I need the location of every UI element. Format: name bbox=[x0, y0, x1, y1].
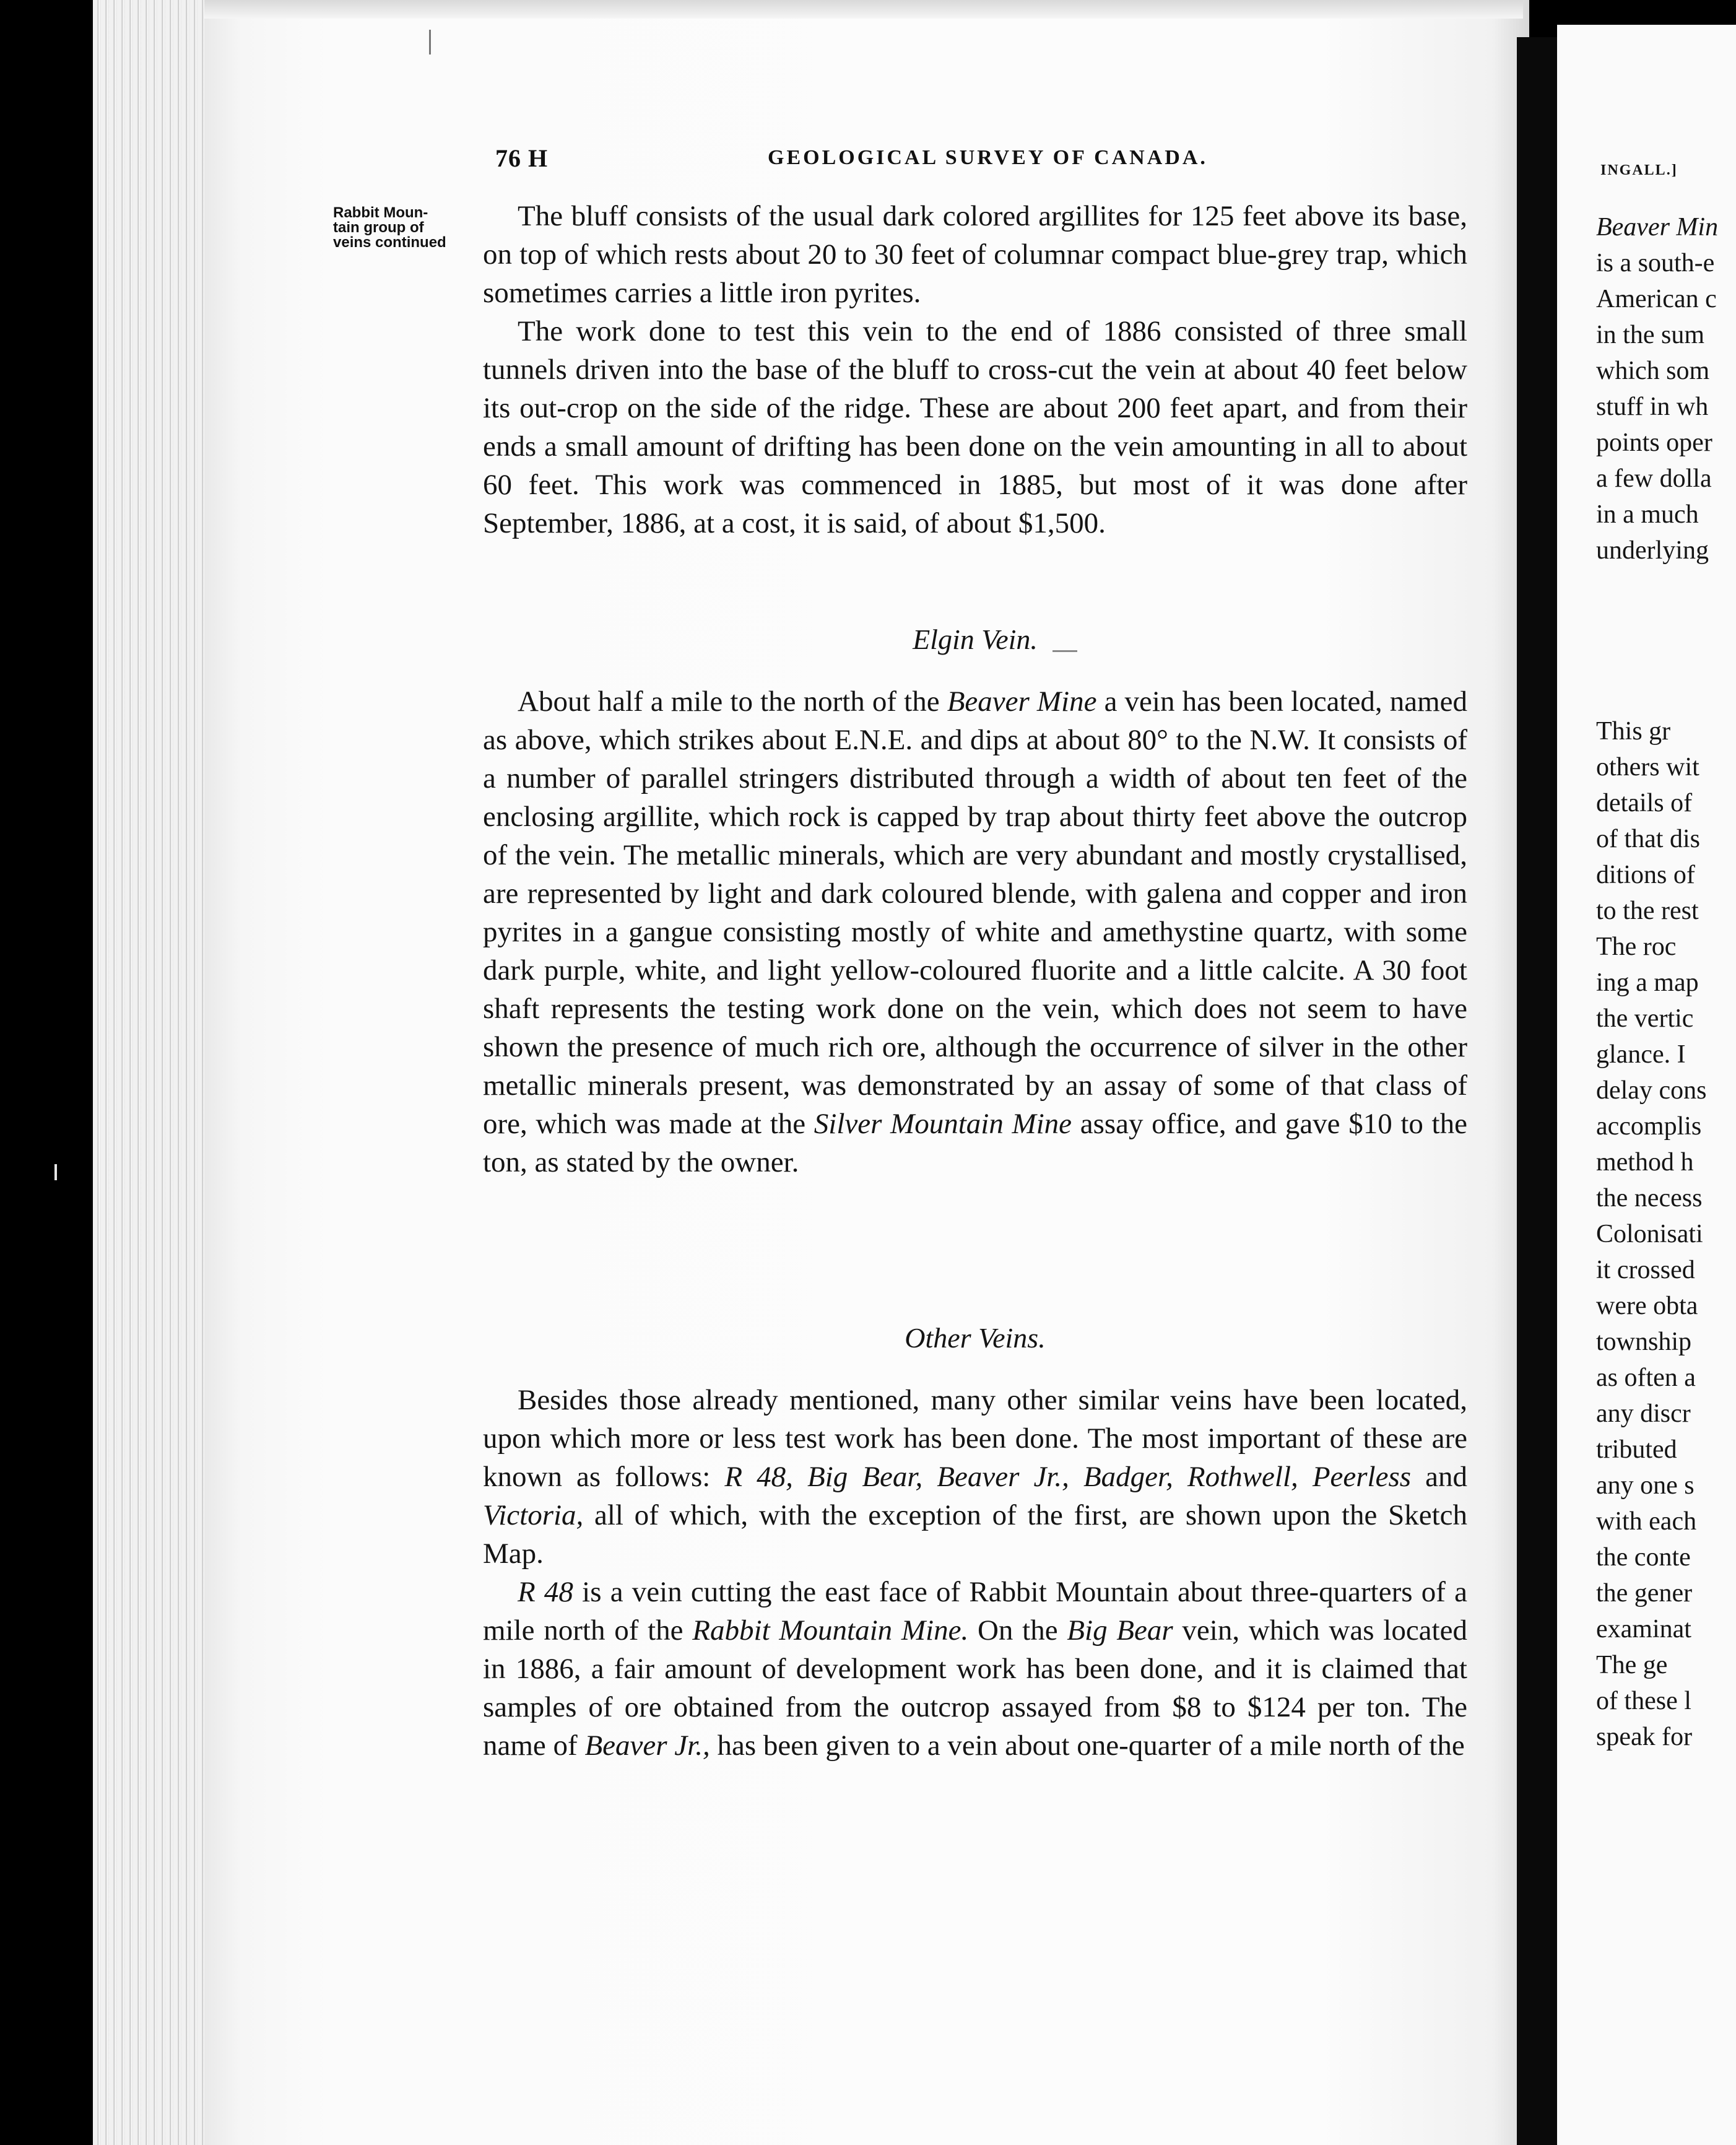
vein-name: Big Bear bbox=[1067, 1614, 1173, 1647]
text-line: the vertic bbox=[1596, 1004, 1694, 1033]
vein-names: Victoria, bbox=[483, 1499, 584, 1531]
text-line: tributed bbox=[1596, 1435, 1677, 1464]
text-run: has been given to a vein about one-quarter of a mile north of the bbox=[710, 1729, 1465, 1762]
text-run: On the bbox=[968, 1614, 1067, 1647]
text-line: township bbox=[1596, 1328, 1692, 1356]
text-line: glance. I bbox=[1596, 1040, 1686, 1069]
text-line: delay cons bbox=[1596, 1076, 1707, 1105]
scan-mark bbox=[54, 1164, 57, 1180]
vein-name: Beaver Jr., bbox=[584, 1729, 710, 1762]
running-head: GEOLOGICAL SURVEY OF CANADA. bbox=[768, 146, 1208, 169]
right-page-text-bottom bbox=[1596, 713, 1736, 1755]
text-line: The roc bbox=[1596, 933, 1677, 961]
margin-note-line: veins continued bbox=[333, 234, 446, 251]
mine-name: Silver Mountain Mine bbox=[814, 1108, 1072, 1140]
text-line: any one s bbox=[1596, 1471, 1695, 1500]
text-line: the conte bbox=[1596, 1543, 1691, 1572]
margin-note bbox=[333, 206, 495, 250]
text-run: About half a mile to the north of the bbox=[518, 685, 947, 718]
right-page-text-top bbox=[1596, 209, 1736, 568]
text-line: This gr bbox=[1596, 717, 1671, 746]
mine-name: Rabbit Mountain Mine. bbox=[692, 1614, 969, 1647]
vein-name: R 48 bbox=[518, 1576, 573, 1608]
text-line: Beaver Min bbox=[1596, 213, 1719, 241]
text-run: Besides those already mentioned, many other similar veins have been located, upon which more or less test work has been done. The most important of these are known as follows: bbox=[483, 1384, 1467, 1493]
text-line: any discr bbox=[1596, 1399, 1691, 1428]
text-line: ditions of bbox=[1596, 861, 1695, 889]
text-block-elgin bbox=[483, 682, 1467, 1181]
margin-note-line: Rabbit Moun- bbox=[333, 204, 428, 221]
text-line: accomplis bbox=[1596, 1112, 1702, 1141]
scan-mark bbox=[1052, 650, 1077, 652]
section-heading-elgin-vein: Elgin Vein. bbox=[913, 624, 1038, 655]
text-line: others wit bbox=[1596, 753, 1699, 781]
text-line: method h bbox=[1596, 1148, 1694, 1177]
scan-mark bbox=[429, 30, 431, 54]
text-line: a few dolla bbox=[1596, 464, 1712, 493]
text-line: in a much bbox=[1596, 500, 1699, 529]
text-block-bluff bbox=[483, 197, 1467, 542]
paragraph bbox=[483, 1381, 1467, 1573]
paragraph: The work done to test this vein to the end of 1886 consisted of three small tunnels driven into the base of the bluff to cross-cut the vein at about 40 feet below its out-crop on the side of the ridge. These are about 200 feet apart, and from their ends a small amount of drifting has been done on the vein amounting in all to about 60 feet. This work was commenced in 1885, but most of it was done after September, 1886, at a cost, it is said, of about $1,500. bbox=[483, 315, 1467, 539]
text-line: were obta bbox=[1596, 1292, 1698, 1320]
text-run: is a vein cutting the east face of Rabbit Mountain about three-quarters of a mile north of the bbox=[483, 1576, 1467, 1647]
text-line: the gener bbox=[1596, 1579, 1693, 1608]
vein-names: R 48, Big Bear, Beaver Jr., Badger, Rothwell, Peerless bbox=[724, 1461, 1412, 1493]
page-header bbox=[495, 144, 1337, 175]
margin-note-line: tain group of bbox=[333, 219, 424, 236]
text-run: a vein has been located, named as above, which strikes about E.N.E. and dips at about 80° to the N.W. It consists of a number of parallel stringers distributed through a width of about ten feet of the enclosing argillite, which rock is capped by trap about thirty feet above the outcrop of the vein. The metallic minerals, which are very abundant and mostly crystallised, are represented by light and dark coloured blende, with galena and copper and iron pyrites in a gangue consisting mostly of white and amethystine quartz, with some dark purple, white, and light yellow-coloured fluorite and a little calcite. A 30 foot shaft represents the testing work done on the vein, which does not seem to have shown the presence of much rich ore, although the occurrence of silver in the other metallic minerals present, was demonstrated by an assay of some of that class of ore, which was made at the bbox=[483, 685, 1467, 1140]
text-run: all of which, with the exception of the first, are shown upon the Sketch Map. bbox=[483, 1499, 1467, 1570]
text-line: speak for bbox=[1596, 1723, 1693, 1751]
text-line: the necess bbox=[1596, 1184, 1703, 1212]
paragraph: The bluff consists of the usual dark colored argillites for 125 feet above its base, on top of which rests about 20 to 30 feet of columnar compact blue-grey trap, which sometimes carries a little iron pyrites. bbox=[483, 200, 1467, 309]
page-top-shade bbox=[204, 0, 1523, 19]
text-run: assay office, and gave $10 to the ton, as stated by the owner. bbox=[483, 1108, 1467, 1178]
right-running-head: INGALL.] bbox=[1600, 162, 1678, 178]
text-line: details of bbox=[1596, 789, 1693, 817]
book-gutter bbox=[1517, 37, 1560, 2145]
paragraph bbox=[483, 682, 1467, 1181]
text-line: it crossed bbox=[1596, 1256, 1695, 1284]
text-line: underlying bbox=[1596, 536, 1709, 565]
text-run: and bbox=[1411, 1461, 1467, 1493]
mine-name: Beaver Mine bbox=[947, 685, 1097, 718]
text-line: stuff in wh bbox=[1596, 393, 1709, 421]
section-heading-other-veins: Other Veins. bbox=[905, 1322, 1046, 1354]
text-line: with each bbox=[1596, 1507, 1697, 1536]
text-line: American c bbox=[1596, 285, 1717, 313]
page-stack-edges bbox=[93, 0, 223, 2145]
text-line: of these l bbox=[1596, 1687, 1691, 1715]
paragraph bbox=[483, 1573, 1467, 1765]
page-number: 76 H bbox=[495, 144, 549, 172]
text-line: examinat bbox=[1596, 1615, 1691, 1643]
text-line: which som bbox=[1596, 357, 1710, 385]
text-line: Colonisati bbox=[1596, 1220, 1703, 1248]
text-block-other-veins bbox=[483, 1381, 1467, 1765]
text-line: of that dis bbox=[1596, 825, 1700, 853]
text-line: ing a map bbox=[1596, 968, 1699, 997]
text-line: to the rest bbox=[1596, 897, 1699, 925]
text-line: is a south-e bbox=[1596, 249, 1715, 277]
text-run: vein, which was located in 1886, a fair amount of development work has been done, and it is claimed that samples of ore obtained from the outcrop assayed from $8 to $124 per ton. The name of bbox=[483, 1614, 1467, 1762]
text-line: in the sum bbox=[1596, 321, 1704, 349]
text-line: as often a bbox=[1596, 1364, 1696, 1392]
text-line: The ge bbox=[1596, 1651, 1668, 1679]
text-line: points oper bbox=[1596, 429, 1712, 457]
